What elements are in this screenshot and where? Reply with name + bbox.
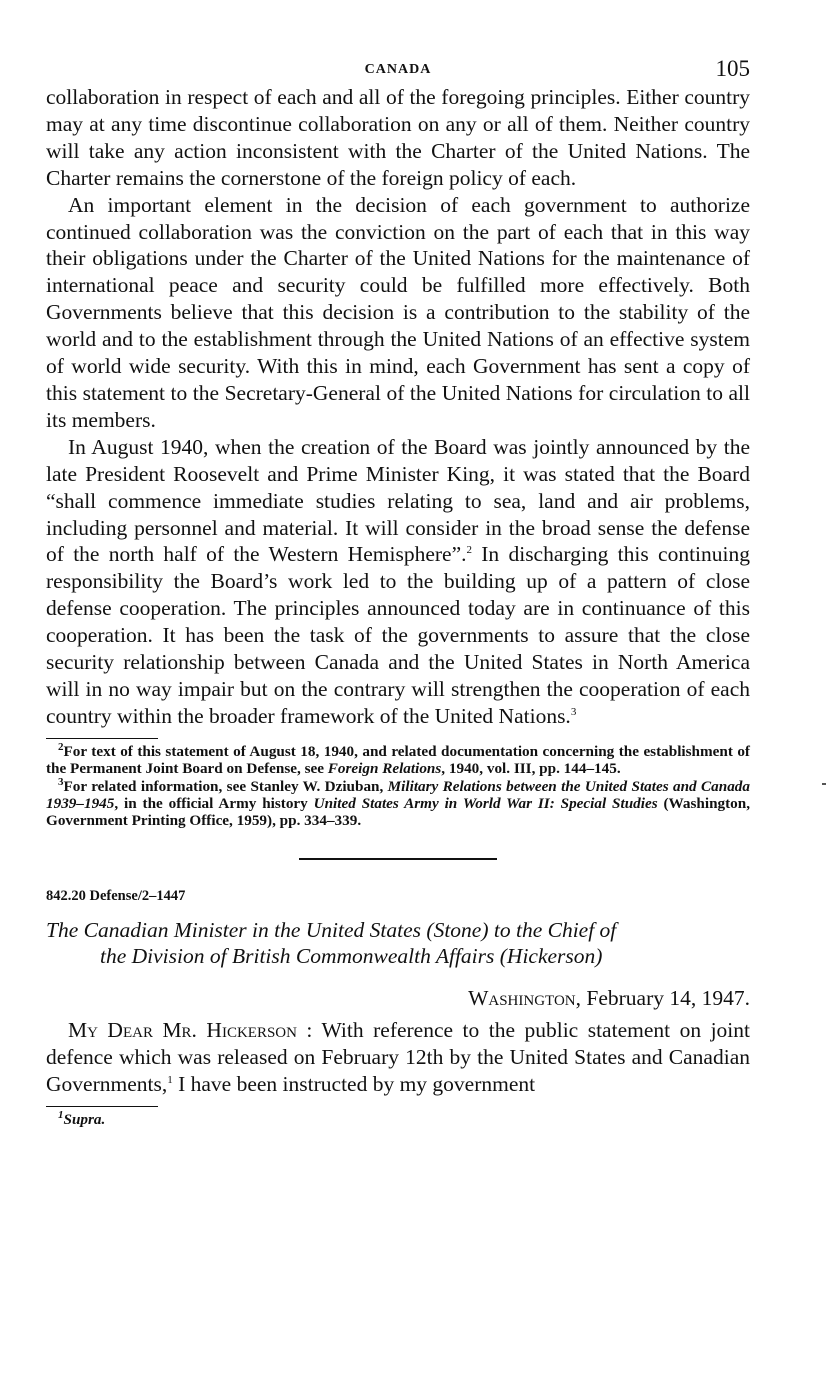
document-title [46, 917, 750, 970]
footnote-ref-3: 3 [570, 705, 577, 718]
paragraph-3-part-a: In August 1940, when the creation of the Board was jointly announced by the late President Roosevelt and Prime Minister King, it was stated that the Board “shall commence immediate studies relating to sea, land and air problems, including personnel and material. It will consider in the broad sense the defense of the north half of the Western Hemisphere”. [46, 434, 750, 567]
section-divider [299, 858, 497, 860]
file-number: 842.20 Defense/2–1447 [46, 887, 186, 904]
footnote-2-text-a: For text of this statement of August 18, 1940, and related documentation concerning the establishment of the Permanent Joint Board on Defense, see [46, 742, 750, 778]
footnote-ref-1: 1 [167, 1073, 173, 1086]
footnote-2-text-b: , 1940, vol. III, pp. 144–145. [441, 760, 621, 778]
footnote-1 [46, 1108, 750, 1129]
footnote-3-italic-2: United States Army in World War II: Special Studies [313, 794, 658, 812]
letter-text-b: I have been instructed by my government [172, 1071, 536, 1096]
page-header [46, 54, 750, 84]
document-title-line-2: the Division of British Commonwealth Affairs (Hickerson) [100, 944, 603, 969]
footnote-2 [46, 740, 750, 778]
paragraph-1: collaboration in respect of each and all of the foregoing principles. Either country may at any time discontinue collaboration on any or all of them. Neither country will take any action inconsistent with the Charter of the United Nations. The Charter remains the cornerstone of the foreign policy of each. [46, 85, 750, 190]
salutation: My Dear Mr. Hickerson [68, 1017, 297, 1042]
dateline [46, 986, 750, 1011]
footnote-3 [46, 775, 751, 830]
paragraph-3-part-b: In discharging this continuing responsibility the Board’s work led to the building up of a pattern of close defense cooperation. The principles announced today are in continuance of this cooperation. It has been the task of the governments to assure that the close security relationship between Canada and the United States in North America will in no way impair but on the contrary will strengthen the cooperation of each country within the broader framework of the United Nations. [46, 542, 750, 728]
footnote-3-italic-1: Military Relations between the United States and Canada 1939–1945 [46, 777, 750, 812]
running-head: CANADA [364, 62, 432, 77]
document-title-line-1: The Canadian Minister in the United States (Stone) to the Chief of [46, 917, 617, 942]
letter-text-a: : With reference to the public statement on joint defence which was released on February 12th by the United States and Canadian Governments, [46, 1017, 750, 1096]
margin-mark [822, 783, 826, 785]
footnote-3-text-b: , in the official Army history [114, 794, 314, 812]
dateline-place: Washington [468, 985, 576, 1010]
footnote-2-italic: Foreign Relations [327, 760, 442, 778]
footnote-rule [46, 738, 158, 739]
footnote-3-text-a: For related information, see Stanley W. Dziuban, [63, 777, 388, 795]
dateline-date: , February 14, 1947. [575, 985, 750, 1010]
page-number: 105 [715, 56, 750, 81]
letter-paragraph [46, 1017, 750, 1098]
document-page [46, 54, 750, 1129]
footnotes [46, 740, 751, 830]
paragraph-2: An important element in the decision of each government to authorize continued collaboration was the conviction on the part of each that in this way their obligations under the Charter of the United Nations for the maintenance of international peace and security could be fulfilled more effectively. Both Governments believe that this decision is a contribution to the stability of the world and to the establishment through the United Nations of an effective system of world wide security. With this in mind, each Government has sent a copy of this statement to the Secretary-General of the United Nations for circulation to all its members. [46, 192, 750, 432]
footnote-bottom [46, 1108, 750, 1129]
footnote-rule-bottom [46, 1106, 158, 1107]
footnote-3-text-c: (Washington, Government Printing Office, 1959), pp. 334–339. [46, 794, 751, 830]
footnote-1-text: Supra. [63, 1110, 106, 1128]
body-text [46, 84, 750, 730]
paragraph-3 [46, 434, 750, 730]
letter-body [46, 1017, 750, 1098]
footnote-1-mark: 1 [58, 1108, 64, 1121]
footnote-ref-2: 2 [466, 544, 472, 557]
footnote-2-mark: 2 [58, 740, 64, 753]
footnote-3-mark: 3 [58, 775, 64, 788]
